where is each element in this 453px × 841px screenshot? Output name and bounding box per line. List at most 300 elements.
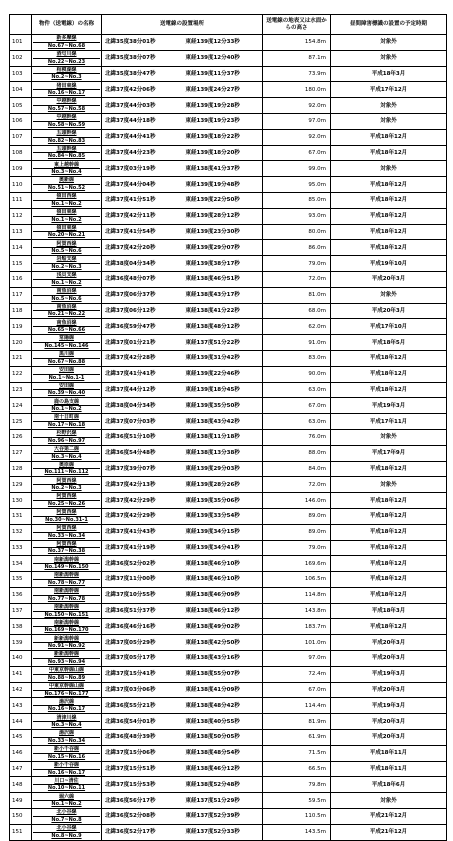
latitude-cell: 北緯37度41分43秒 [102, 524, 183, 540]
line-name-cell [32, 572, 102, 588]
table-row [10, 540, 447, 556]
schedule-cell: 対象外 [331, 793, 447, 809]
line-name-cell [32, 745, 102, 761]
height-cell: 63.0m [263, 414, 331, 430]
latitude-cell: 北緯37度44分04秒 [102, 177, 183, 193]
table-row [10, 809, 447, 825]
line-name-primary: 相模湖線 [33, 67, 100, 75]
line-name-primary: 猿田西線 [33, 193, 100, 201]
height-cell: 84.0m [263, 461, 331, 477]
height-cell: 83.0m [263, 350, 331, 366]
latitude-cell: 北緯37度42分29秒 [102, 508, 183, 524]
header-name: 物件（送電線）の名称 [32, 15, 102, 35]
line-name-span: No.2~No.3 [51, 74, 82, 81]
height-cell: 71.5m [263, 745, 331, 761]
table-row [10, 398, 447, 414]
line-name-primary: 南魚沼線 [33, 320, 100, 328]
longitude-cell: 東経139度31分42秒 [183, 350, 263, 366]
height-cell: 72.0m [263, 271, 331, 287]
row-number-cell: 127 [10, 445, 32, 461]
header-location: 送電線の設置場所 [102, 15, 263, 35]
latitude-cell: 北緯36度52分02秒 [102, 556, 183, 572]
line-name-primary: 阿賀西線 [33, 241, 100, 249]
table-row [10, 414, 447, 430]
schedule-cell: 平成18年12月 [331, 461, 447, 477]
longitude-cell: 東経138度46分09秒 [183, 587, 263, 603]
height-cell: 143.5m [263, 824, 331, 840]
row-number-cell: 136 [10, 587, 32, 603]
line-name-span: No.39~No.40 [47, 390, 86, 397]
schedule-cell: 平成18年12月 [331, 366, 447, 382]
table-row [10, 714, 447, 730]
table-row [10, 587, 447, 603]
schedule-cell: 対象外 [331, 35, 447, 51]
line-name-cell [32, 524, 102, 540]
height-cell: 72.4m [263, 666, 331, 682]
latitude-cell: 北緯37度42分06秒 [102, 82, 183, 98]
line-name-cell [32, 224, 102, 240]
row-number-cell: 124 [10, 398, 32, 414]
line-name-cell [32, 714, 102, 730]
row-number-cell: 126 [10, 429, 32, 445]
longitude-cell: 東経138度49分02秒 [183, 619, 263, 635]
row-number-cell: 103 [10, 66, 32, 82]
table-row [10, 145, 447, 161]
latitude-cell: 北緯37度42分29秒 [102, 493, 183, 509]
line-name-cell [32, 666, 102, 682]
line-name-cell [32, 129, 102, 145]
table-row [10, 129, 447, 145]
line-name-primary: 安田線 [33, 367, 100, 375]
schedule-cell: 平成17年9月 [331, 445, 447, 461]
schedule-cell: 平成18年3月 [331, 603, 447, 619]
line-name-primary: 奥原線 [33, 462, 100, 470]
height-cell: 79.8m [263, 777, 331, 793]
line-name-primary: 猪田東線 [33, 83, 100, 91]
row-number-cell: 142 [10, 682, 32, 698]
line-name-span: No.17~No.18 [47, 422, 86, 429]
schedule-cell: 平成20年3月 [331, 635, 447, 651]
table-row [10, 35, 447, 51]
height-cell: 62.0m [263, 319, 331, 335]
line-name-cell [32, 445, 102, 461]
latitude-cell: 北緯37度05分17秒 [102, 651, 183, 667]
longitude-cell: 東経138度43分17秒 [183, 287, 263, 303]
line-name-span: No.51~No.52 [47, 185, 86, 192]
latitude-cell: 北緯37度11分00秒 [102, 572, 183, 588]
longitude-cell: 東経138度43分16秒 [183, 651, 263, 667]
line-name-cell [32, 414, 102, 430]
line-name-primary: 安田線 [33, 383, 100, 391]
latitude-cell: 北緯37度41分54秒 [102, 224, 183, 240]
table-row [10, 382, 447, 398]
line-name-cell [32, 366, 102, 382]
line-name-span: No.169~No.170 [44, 627, 89, 634]
line-name-span: No.57~No.58 [47, 106, 86, 113]
schedule-cell: 平成20年3月 [331, 730, 447, 746]
row-number-cell: 132 [10, 524, 32, 540]
row-number-cell: 107 [10, 129, 32, 145]
height-cell: 99.0m [263, 161, 331, 177]
line-name-cell [32, 540, 102, 556]
header-no [10, 15, 32, 35]
height-cell: 97.0m [263, 651, 331, 667]
line-name-span: No.30~No.31-1 [45, 516, 88, 523]
line-name-primary: 南新潟幹線 [33, 572, 100, 580]
line-name-primary: 北小谷線 [33, 825, 100, 833]
schedule-cell: 平成18年12月 [331, 556, 447, 572]
longitude-cell: 東経139度11分37秒 [183, 66, 263, 82]
latitude-cell: 北緯37度15分41秒 [102, 666, 183, 682]
longitude-cell: 東経138度50分05秒 [183, 730, 263, 746]
line-name-span: No.7~No.8 [51, 816, 82, 823]
schedule-cell: 平成18年12月 [331, 208, 447, 224]
row-number-cell: 113 [10, 224, 32, 240]
table-row [10, 287, 447, 303]
longitude-cell: 東経139度19分28秒 [183, 98, 263, 114]
line-name-primary: 新新潟幹線 [33, 636, 100, 644]
schedule-cell: 平成18年11月 [331, 745, 447, 761]
table-row [10, 635, 447, 651]
height-cell: 79.0m [263, 540, 331, 556]
height-cell: 92.0m [263, 98, 331, 114]
line-name-cell [32, 98, 102, 114]
height-cell: 91.0m [263, 335, 331, 351]
longitude-cell: 東経139度29分07秒 [183, 240, 263, 256]
longitude-cell: 東経139度12分33秒 [183, 35, 263, 51]
row-number-cell: 133 [10, 540, 32, 556]
table-row [10, 666, 447, 682]
schedule-cell: 平成18年12月 [331, 224, 447, 240]
row-number-cell: 140 [10, 651, 32, 667]
line-name-cell [32, 271, 102, 287]
line-name-span: No.5~No.6 [51, 248, 82, 255]
line-name-primary: 南十日町線 [33, 414, 100, 422]
latitude-cell: 北緯38度04分34秒 [102, 398, 183, 414]
latitude-cell: 北緯37度42分11秒 [102, 208, 183, 224]
longitude-cell: 東経138度40分55秒 [183, 714, 263, 730]
line-name-primary: 杉野沢線 [33, 430, 100, 438]
latitude-cell: 北緯37度44分12秒 [102, 382, 183, 398]
line-name-primary: 清津川線 [33, 715, 100, 723]
latitude-cell: 北緯36度48分39秒 [102, 730, 183, 746]
line-name-cell [32, 208, 102, 224]
longitude-cell: 東経139度18分45秒 [183, 382, 263, 398]
schedule-cell: 平成18年12月 [331, 493, 447, 509]
line-name-span: No.1~No.1-1 [48, 374, 85, 381]
row-number-cell: 130 [10, 493, 32, 509]
line-name-primary: 東上越幹線 [33, 162, 100, 170]
schedule-cell: 対象外 [331, 98, 447, 114]
latitude-cell: 北緯37度07分03秒 [102, 414, 183, 430]
height-cell: 154.8m [263, 35, 331, 51]
schedule-cell: 平成18年12月 [331, 192, 447, 208]
height-cell: 101.0m [263, 635, 331, 651]
height-cell: 79.0m [263, 256, 331, 272]
line-name-primary: 南魚沼線 [33, 288, 100, 296]
line-name-primary: 川口~清佐 [33, 778, 100, 786]
line-name-cell [32, 603, 102, 619]
table-row [10, 113, 447, 129]
schedule-cell: 平成20年3月 [331, 271, 447, 287]
table-row [10, 572, 447, 588]
row-number-cell: 116 [10, 271, 32, 287]
table-row [10, 745, 447, 761]
latitude-cell: 北緯37度41分51秒 [102, 192, 183, 208]
table-body [10, 35, 447, 841]
latitude-cell: 北緯35度38分07秒 [102, 50, 183, 66]
longitude-cell: 東経137度51分22秒 [183, 335, 263, 351]
row-number-cell: 110 [10, 177, 32, 193]
line-name-primary: 猿田東線 [33, 209, 100, 217]
latitude-cell: 北緯37度03分06秒 [102, 682, 183, 698]
line-name-primary: 中東京幹線山線 [33, 683, 100, 691]
table-row [10, 445, 447, 461]
line-name-cell [32, 335, 102, 351]
schedule-cell: 平成18年12月 [331, 540, 447, 556]
latitude-cell: 北緯36度59分47秒 [102, 319, 183, 335]
schedule-cell: 平成18年3月 [331, 66, 447, 82]
table-row [10, 508, 447, 524]
line-name-span: No.176~No.177 [44, 690, 89, 697]
line-name-primary: 湯沢線 [33, 699, 100, 707]
line-name-primary: 中越幹線 [33, 98, 100, 106]
longitude-cell: 東経139度18分20秒 [183, 145, 263, 161]
longitude-cell: 東経139度33分54秒 [183, 508, 263, 524]
row-number-cell: 115 [10, 256, 32, 272]
row-number-cell: 145 [10, 730, 32, 746]
latitude-cell: 北緯35度38分01秒 [102, 35, 183, 51]
line-name-cell [32, 493, 102, 509]
line-name-cell [32, 477, 102, 493]
row-number-cell: 121 [10, 350, 32, 366]
height-cell: 66.5m [263, 761, 331, 777]
height-cell: 85.0m [263, 192, 331, 208]
height-cell: 114.8m [263, 587, 331, 603]
row-number-cell: 139 [10, 635, 32, 651]
longitude-cell: 東経139度35分06秒 [183, 493, 263, 509]
height-cell: 80.0m [263, 224, 331, 240]
schedule-cell: 平成20年3月 [331, 682, 447, 698]
line-name-cell [32, 66, 102, 82]
line-name-primary: 鹿の島支線 [33, 399, 100, 407]
schedule-cell: 平成21年12月 [331, 809, 447, 825]
line-name-cell [32, 287, 102, 303]
line-name-primary: 中越幹線 [33, 114, 100, 122]
line-name-span: No.149~No.150 [44, 564, 89, 571]
row-number-cell: 104 [10, 82, 32, 98]
line-name-span: No.65~No.66 [47, 327, 86, 334]
latitude-cell: 北緯37度42分13秒 [102, 477, 183, 493]
height-cell: 110.5m [263, 809, 331, 825]
line-name-span: No.1~No.2 [51, 279, 82, 286]
line-name-span: No.1~No.2 [51, 200, 82, 207]
latitude-cell: 北緯37度41分41秒 [102, 366, 183, 382]
latitude-cell: 北緯37度10分55秒 [102, 587, 183, 603]
latitude-cell: 北緯35度38分47秒 [102, 66, 183, 82]
table-row [10, 777, 447, 793]
schedule-cell: 平成20年3月 [331, 303, 447, 319]
schedule-cell: 平成19年3月 [331, 398, 447, 414]
line-name-primary: 常陽線 [33, 335, 100, 343]
schedule-cell: 平成18年6月 [331, 777, 447, 793]
height-cell: 73.9m [263, 66, 331, 82]
height-cell: 59.5m [263, 793, 331, 809]
line-name-primary: 堀六線 [33, 794, 100, 802]
height-cell: 86.0m [263, 240, 331, 256]
longitude-cell: 東経139度29分03秒 [183, 461, 263, 477]
line-name-primary: 新新潟幹線 [33, 651, 100, 659]
line-name-span: No.1~No.2 [51, 216, 82, 223]
table-row [10, 50, 447, 66]
table-row [10, 319, 447, 335]
line-name-span: No.25~No.26 [47, 501, 86, 507]
table-row [10, 619, 447, 635]
line-name-primary: 浅貝支線 [33, 272, 100, 280]
line-name-cell [32, 698, 102, 714]
longitude-cell: 東経138度41分37秒 [183, 161, 263, 177]
longitude-cell: 東経139度28分12秒 [183, 208, 263, 224]
line-name-span: No.1~No.2 [51, 801, 82, 808]
longitude-cell: 東経139度22分46秒 [183, 366, 263, 382]
line-name-cell [32, 761, 102, 777]
height-cell: 93.0m [263, 208, 331, 224]
schedule-cell: 対象外 [331, 113, 447, 129]
line-name-cell [32, 587, 102, 603]
line-name-cell [32, 824, 102, 840]
table-row [10, 224, 447, 240]
table-row [10, 793, 447, 809]
line-name-primary: 猿田東線 [33, 225, 100, 233]
latitude-cell: 北緯37度06分37秒 [102, 287, 183, 303]
latitude-cell: 北緯37度44分23秒 [102, 145, 183, 161]
longitude-cell: 東経138度48分12秒 [183, 319, 263, 335]
latitude-cell: 北緯37度44分41秒 [102, 129, 183, 145]
line-name-span: No.22~No.23 [47, 58, 86, 65]
line-name-span: No.21~No.22 [47, 311, 86, 318]
row-number-cell: 128 [10, 461, 32, 477]
line-name-primary: 新小千谷線 [33, 762, 100, 770]
height-cell: 89.0m [263, 508, 331, 524]
latitude-cell: 北緯36度48分07秒 [102, 271, 183, 287]
latitude-cell: 北緯37度03分19秒 [102, 161, 183, 177]
schedule-cell: 平成18年12月 [331, 572, 447, 588]
longitude-cell: 東経138度43分42秒 [183, 414, 263, 430]
line-name-primary: 阿賀西線 [33, 478, 100, 486]
latitude-cell: 北緯36度46分16秒 [102, 619, 183, 635]
schedule-cell: 対象外 [331, 429, 447, 445]
line-name-span: No.78~No.77 [47, 579, 86, 586]
line-name-cell [32, 145, 102, 161]
height-cell: 95.0m [263, 177, 331, 193]
row-number-cell: 123 [10, 382, 32, 398]
line-name-primary: 五頭幹線 [33, 130, 100, 138]
latitude-cell: 北緯36度52分08秒 [102, 809, 183, 825]
row-number-cell: 149 [10, 793, 32, 809]
schedule-cell: 平成19年3月 [331, 666, 447, 682]
schedule-cell: 平成18年12月 [331, 382, 447, 398]
row-number-cell: 111 [10, 192, 32, 208]
line-name-cell [32, 113, 102, 129]
line-name-span: No.91~No.92 [47, 643, 86, 650]
line-name-cell [32, 350, 102, 366]
line-name-cell [32, 177, 102, 193]
line-name-primary: 中東京幹線山線 [33, 667, 100, 675]
longitude-cell: 東経137度52分33秒 [183, 824, 263, 840]
line-name-span: No.15~No.16 [47, 753, 86, 760]
schedule-cell: 平成18年11月 [331, 761, 447, 777]
table-row [10, 682, 447, 698]
latitude-cell: 北緯36度52分17秒 [102, 824, 183, 840]
schedule-cell: 対象外 [331, 287, 447, 303]
schedule-cell: 平成19年10月 [331, 256, 447, 272]
schedule-cell: 平成18年12月 [331, 240, 447, 256]
line-name-span: No.88~No.89 [47, 674, 86, 681]
line-name-span: No.93~No.94 [47, 658, 86, 665]
line-name-cell [32, 192, 102, 208]
row-number-cell: 112 [10, 208, 32, 224]
latitude-cell: 北緯36度51分37秒 [102, 603, 183, 619]
row-number-cell: 102 [10, 50, 32, 66]
row-number-cell: 101 [10, 35, 32, 51]
schedule-cell: 対象外 [331, 477, 447, 493]
schedule-cell: 平成20年3月 [331, 714, 447, 730]
line-name-cell [32, 382, 102, 398]
latitude-cell: 北緯37度15分53秒 [102, 777, 183, 793]
longitude-cell: 東経139度35分50秒 [183, 398, 263, 414]
line-name-cell [32, 240, 102, 256]
table-row [10, 161, 447, 177]
row-number-cell: 109 [10, 161, 32, 177]
power-line-table [9, 14, 447, 841]
line-name-span: No.5~No.6 [51, 295, 82, 302]
line-name-primary: 南新潟幹線 [33, 557, 100, 565]
line-name-cell [32, 508, 102, 524]
line-name-primary: 新小千谷線 [33, 746, 100, 754]
latitude-cell: 北緯36度54分48秒 [102, 445, 183, 461]
line-name-primary: 岩船支線 [33, 256, 100, 264]
line-name-span: No.10~No.11 [47, 785, 86, 792]
latitude-cell: 北緯36度51分10秒 [102, 429, 183, 445]
line-name-cell [32, 398, 102, 414]
row-number-cell: 122 [10, 366, 32, 382]
line-name-span: No.33~No.34 [47, 532, 86, 539]
height-cell: 67.0m [263, 398, 331, 414]
longitude-cell: 東経137度51分29秒 [183, 793, 263, 809]
longitude-cell: 東経138度41分22秒 [183, 303, 263, 319]
row-number-cell: 114 [10, 240, 32, 256]
table-row [10, 698, 447, 714]
schedule-cell: 平成21年12月 [331, 824, 447, 840]
schedule-cell: 平成18年12月 [331, 508, 447, 524]
line-name-span: No.67~No.68 [47, 42, 86, 49]
schedule-cell: 平成17年10月 [331, 319, 447, 335]
line-name-primary: 阿賀西線 [33, 541, 100, 549]
longitude-cell: 東経139度19分23秒 [183, 113, 263, 129]
schedule-cell: 平成18年12月 [331, 129, 447, 145]
row-number-cell: 105 [10, 98, 32, 114]
table-row [10, 556, 447, 572]
height-cell: 61.9m [263, 730, 331, 746]
line-name-cell [32, 651, 102, 667]
line-name-span: No.2~No.3 [51, 485, 82, 492]
row-number-cell: 151 [10, 824, 32, 840]
row-number-cell: 148 [10, 777, 32, 793]
latitude-cell: 北緯36度54分01秒 [102, 714, 183, 730]
row-number-cell: 106 [10, 113, 32, 129]
longitude-cell: 東経138度46分10秒 [183, 572, 263, 588]
line-name-span: No.145~No.146 [44, 343, 89, 350]
